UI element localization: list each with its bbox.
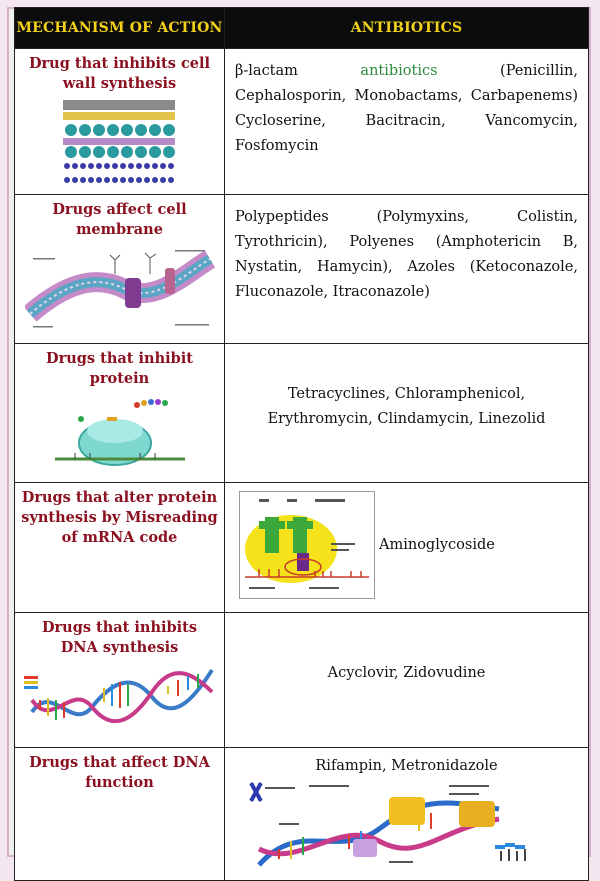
mrna-misreading-illustration bbox=[239, 491, 375, 599]
mechanism-cell bbox=[15, 748, 225, 881]
antibiotics-list: Polypeptides (Polymyxins, Colistin, Tyrothricin), Polyenes (Amphotericin B, Nystatin, Hamycin), Azoles (Ketoconazole, Fluconazole, Itraconazole) bbox=[235, 209, 578, 300]
antibiotics-cell bbox=[225, 613, 589, 748]
antibiotics-text: (Penicillin, Cephalosporin, Monobactams, Carbapenems) Cycloserine, Bacitracin, Vancomycin, Fosfomycin bbox=[235, 63, 578, 154]
antibiotics-list: Tetracyclines, Chloramphenicol, Erythromycin, Clindamycin, Linezolid bbox=[267, 386, 546, 427]
mechanism-cell bbox=[15, 49, 225, 195]
dna-replication-illustration bbox=[239, 779, 569, 869]
antibiotics-highlight: antibiotics bbox=[360, 63, 438, 79]
table-row bbox=[15, 613, 589, 748]
mechanism-title: Drug that inhibits cell wall synthesis bbox=[28, 55, 211, 92]
mechanism-title: Drugs that inhibit protein bbox=[46, 350, 193, 387]
header-antibiotics: ANTIBIOTICS bbox=[225, 8, 589, 49]
mechanism-title: Drugs affect cell membrane bbox=[52, 201, 187, 238]
antibiotics-table bbox=[14, 7, 589, 881]
table-row bbox=[15, 483, 589, 613]
antibiotics-cell bbox=[225, 195, 589, 344]
antibiotics-list bbox=[225, 49, 588, 159]
ribosome-illustration bbox=[45, 393, 195, 473]
table-row bbox=[15, 748, 589, 881]
mechanism-cell bbox=[15, 195, 225, 344]
antibiotics-list: Acyclovir, Zidovudine bbox=[327, 665, 486, 681]
table-row bbox=[15, 195, 589, 344]
aminoglycoside-content bbox=[225, 483, 588, 599]
mechanism-title: Drugs that alter protein synthesis by Misreading of mRNA code bbox=[21, 489, 218, 546]
mechanism-title: Drugs that affect DNA function bbox=[29, 754, 210, 791]
mechanism-cell bbox=[15, 613, 225, 748]
antibiotics-cell bbox=[225, 344, 589, 483]
dna-helix-illustration bbox=[22, 662, 218, 732]
peptidoglycan-layer-top bbox=[63, 112, 175, 158]
mechanism-cell bbox=[15, 483, 225, 613]
legend-bars-icon bbox=[24, 676, 38, 689]
antibiotics-cell bbox=[225, 49, 589, 195]
antibiotics-prefix: β-lactam bbox=[235, 63, 361, 79]
header-mechanism: MECHANISM OF ACTION bbox=[15, 8, 225, 49]
antibiotics-cell bbox=[225, 483, 589, 613]
antibiotics-list: Aminoglycoside bbox=[379, 536, 495, 553]
table-row bbox=[15, 49, 589, 195]
chromosome-icon bbox=[251, 783, 261, 801]
cell-wall-illustration bbox=[45, 98, 195, 188]
table-row bbox=[15, 344, 589, 483]
table-header-row bbox=[15, 8, 589, 49]
antibiotics-list: Rifampin, Metronidazole bbox=[315, 758, 498, 774]
mechanism-cell bbox=[15, 344, 225, 483]
mechanism-title: Drugs that inhibits DNA synthesis bbox=[41, 619, 198, 656]
antibiotics-cell bbox=[225, 748, 589, 881]
cell-membrane-illustration bbox=[25, 244, 215, 334]
